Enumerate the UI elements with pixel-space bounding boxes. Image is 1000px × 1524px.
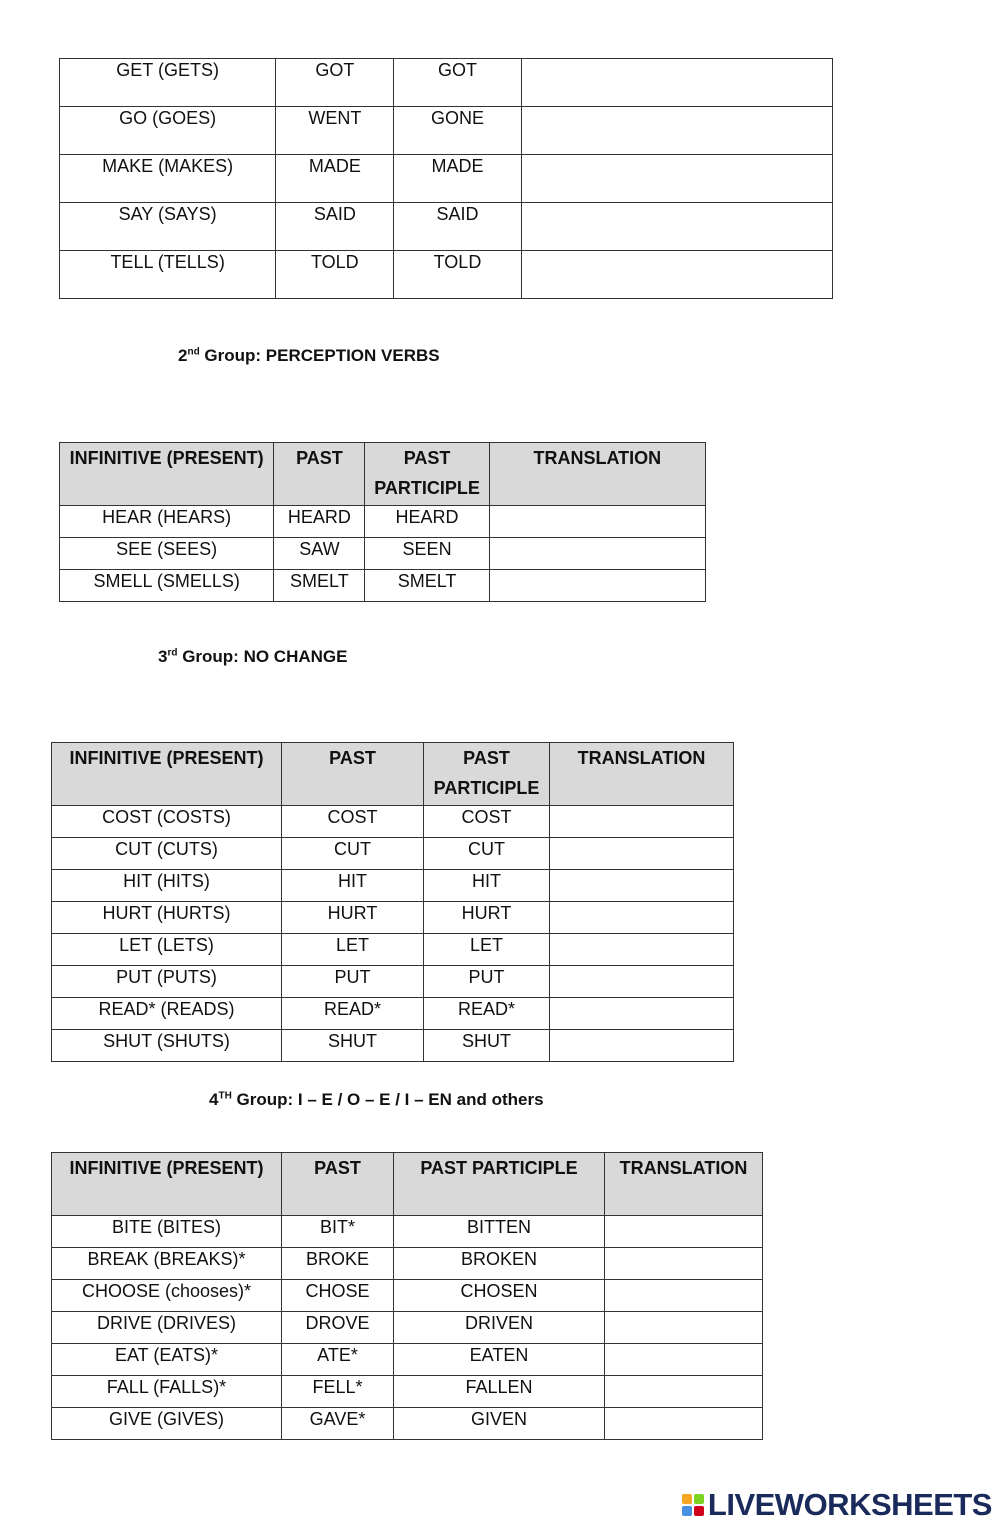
verb-cell: TELL (TELLS) xyxy=(60,251,276,299)
verb-cell: HEARD xyxy=(365,506,489,538)
verb-cell: SMELT xyxy=(274,570,365,602)
verb-cell: EAT (EATS)* xyxy=(52,1344,282,1376)
translation-cell[interactable] xyxy=(605,1376,763,1408)
verb-cell: CHOOSE (chooses)* xyxy=(52,1280,282,1312)
translation-cell[interactable] xyxy=(550,1030,734,1062)
translation-cell[interactable] xyxy=(550,870,734,902)
verb-cell: BROKE xyxy=(282,1248,394,1280)
verb-cell: SEEN xyxy=(365,538,489,570)
verb-cell: HEAR (HEARS) xyxy=(60,506,274,538)
translation-cell[interactable] xyxy=(605,1312,763,1344)
verb-cell: DROVE xyxy=(282,1312,394,1344)
verb-cell: CUT xyxy=(424,838,550,870)
verb-cell: CHOSE xyxy=(282,1280,394,1312)
column-header: TRANSLATION xyxy=(605,1153,763,1216)
table-row xyxy=(52,1408,763,1440)
group3-heading: 3rd Group: NO CHANGE xyxy=(158,647,348,666)
table-row xyxy=(60,506,706,538)
verb-cell: EATEN xyxy=(394,1344,605,1376)
verb-cell: WENT xyxy=(276,107,394,155)
verb-cell: HIT xyxy=(424,870,550,902)
verb-cell: DRIVEN xyxy=(394,1312,605,1344)
translation-cell[interactable] xyxy=(550,902,734,934)
translation-cell[interactable] xyxy=(550,998,734,1030)
table-row xyxy=(52,1030,734,1062)
verb-cell: GIVE (GIVES) xyxy=(52,1408,282,1440)
verb-cell: HURT xyxy=(282,902,424,934)
table-row xyxy=(52,1248,763,1280)
column-header: PAST PARTICIPLE xyxy=(424,743,550,806)
verb-cell: CUT (CUTS) xyxy=(52,838,282,870)
table-row xyxy=(52,870,734,902)
verb-cell: GIVEN xyxy=(394,1408,605,1440)
column-header: TRANSLATION xyxy=(550,743,734,806)
translation-cell[interactable] xyxy=(605,1280,763,1312)
verb-cell: BITE (BITES) xyxy=(52,1216,282,1248)
table-row xyxy=(52,806,734,838)
verb-cell: SEE (SEES) xyxy=(60,538,274,570)
verb-cell: MAKE (MAKES) xyxy=(60,155,276,203)
table-row xyxy=(60,251,833,299)
verb-cell: CHOSEN xyxy=(394,1280,605,1312)
verb-cell: READ* xyxy=(282,998,424,1030)
table-row xyxy=(52,966,734,998)
verbs-table-group3 xyxy=(51,742,734,1062)
verb-cell: HIT xyxy=(282,870,424,902)
table-row xyxy=(60,538,706,570)
table-row xyxy=(52,838,734,870)
column-header: TRANSLATION xyxy=(489,443,705,506)
verb-cell: GAVE* xyxy=(282,1408,394,1440)
verb-cell: BREAK (BREAKS)* xyxy=(52,1248,282,1280)
translation-cell[interactable] xyxy=(489,538,705,570)
column-header: PAST PARTICIPLE xyxy=(365,443,489,506)
column-header: PAST xyxy=(282,1153,394,1216)
verb-cell: FELL* xyxy=(282,1376,394,1408)
column-header: PAST PARTICIPLE xyxy=(394,1153,605,1216)
table-row xyxy=(52,902,734,934)
brand-label: LIVEWORKSHEETS xyxy=(707,1487,992,1522)
translation-cell[interactable] xyxy=(521,203,832,251)
verb-cell: ATE* xyxy=(282,1344,394,1376)
translation-cell[interactable] xyxy=(605,1344,763,1376)
column-header: INFINITIVE (PRESENT) xyxy=(60,443,274,506)
translation-cell[interactable] xyxy=(550,838,734,870)
verb-cell: READ* xyxy=(424,998,550,1030)
verb-cell: SMELL (SMELLS) xyxy=(60,570,274,602)
column-header: PAST xyxy=(274,443,365,506)
verb-cell: HURT xyxy=(424,902,550,934)
verb-cell: MADE xyxy=(394,155,521,203)
verb-cell: TOLD xyxy=(394,251,521,299)
group4-heading: 4TH Group: I – E / O – E / I – EN and others xyxy=(209,1090,544,1109)
verb-cell: PUT (PUTS) xyxy=(52,966,282,998)
verb-cell: LET (LETS) xyxy=(52,934,282,966)
column-header: INFINITIVE (PRESENT) xyxy=(52,743,282,806)
verb-cell: HEARD xyxy=(274,506,365,538)
verb-cell: SMELT xyxy=(365,570,489,602)
verb-cell: GONE xyxy=(394,107,521,155)
translation-cell[interactable] xyxy=(550,806,734,838)
translation-cell[interactable] xyxy=(489,570,705,602)
table-row xyxy=(60,203,833,251)
table-row xyxy=(52,1344,763,1376)
column-header: INFINITIVE (PRESENT) xyxy=(52,1153,282,1216)
verb-cell: FALLEN xyxy=(394,1376,605,1408)
verb-cell: READ* (READS) xyxy=(52,998,282,1030)
verbs-table-group4 xyxy=(51,1152,763,1440)
verb-cell: COST xyxy=(424,806,550,838)
translation-cell[interactable] xyxy=(550,966,734,998)
verb-cell: COST (COSTS) xyxy=(52,806,282,838)
verb-cell: FALL (FALLS)* xyxy=(52,1376,282,1408)
translation-cell[interactable] xyxy=(605,1216,763,1248)
table-row xyxy=(52,998,734,1030)
verb-cell: CUT xyxy=(282,838,424,870)
verb-cell: SAID xyxy=(394,203,521,251)
verb-cell: PUT xyxy=(282,966,424,998)
verb-cell: GOT xyxy=(276,59,394,107)
verb-cell: SHUT (SHUTS) xyxy=(52,1030,282,1062)
verb-cell: DRIVE (DRIVES) xyxy=(52,1312,282,1344)
verb-cell: BROKEN xyxy=(394,1248,605,1280)
verb-cell: LET xyxy=(282,934,424,966)
verb-cell: LET xyxy=(424,934,550,966)
verb-cell: GO (GOES) xyxy=(60,107,276,155)
verb-cell: BIT* xyxy=(282,1216,394,1248)
verb-cell: COST xyxy=(282,806,424,838)
table-row xyxy=(52,934,734,966)
table-row xyxy=(52,1376,763,1408)
translation-cell[interactable] xyxy=(521,59,832,107)
table-row xyxy=(60,59,833,107)
translation-cell[interactable] xyxy=(521,155,832,203)
translation-cell[interactable] xyxy=(605,1408,763,1440)
verbs-table-group1 xyxy=(59,58,833,299)
group2-heading: 2nd Group: PERCEPTION VERBS xyxy=(178,346,440,365)
table-row xyxy=(60,107,833,155)
verb-cell: GET (GETS) xyxy=(60,59,276,107)
verb-cell: SAY (SAYS) xyxy=(60,203,276,251)
verb-cell: SAID xyxy=(276,203,394,251)
verb-cell: HURT (HURTS) xyxy=(52,902,282,934)
verb-cell: BITTEN xyxy=(394,1216,605,1248)
verb-cell: SHUT xyxy=(424,1030,550,1062)
table-row xyxy=(52,1280,763,1312)
translation-cell[interactable] xyxy=(605,1248,763,1280)
table-row xyxy=(52,1216,763,1248)
verb-cell: MADE xyxy=(276,155,394,203)
verb-cell: PUT xyxy=(424,966,550,998)
translation-cell[interactable] xyxy=(521,251,832,299)
liveworksheets-logo[interactable] xyxy=(682,1487,992,1523)
verb-cell: HIT (HITS) xyxy=(52,870,282,902)
verb-cell: SAW xyxy=(274,538,365,570)
verb-cell: SHUT xyxy=(282,1030,424,1062)
verbs-table-group2 xyxy=(59,442,706,602)
table-row xyxy=(60,155,833,203)
translation-cell[interactable] xyxy=(489,506,705,538)
column-header: PAST xyxy=(282,743,424,806)
verb-cell: GOT xyxy=(394,59,521,107)
table-row xyxy=(60,570,706,602)
liveworksheets-icon xyxy=(682,1494,704,1516)
translation-cell[interactable] xyxy=(550,934,734,966)
translation-cell[interactable] xyxy=(521,107,832,155)
verb-cell: TOLD xyxy=(276,251,394,299)
table-row xyxy=(52,1312,763,1344)
